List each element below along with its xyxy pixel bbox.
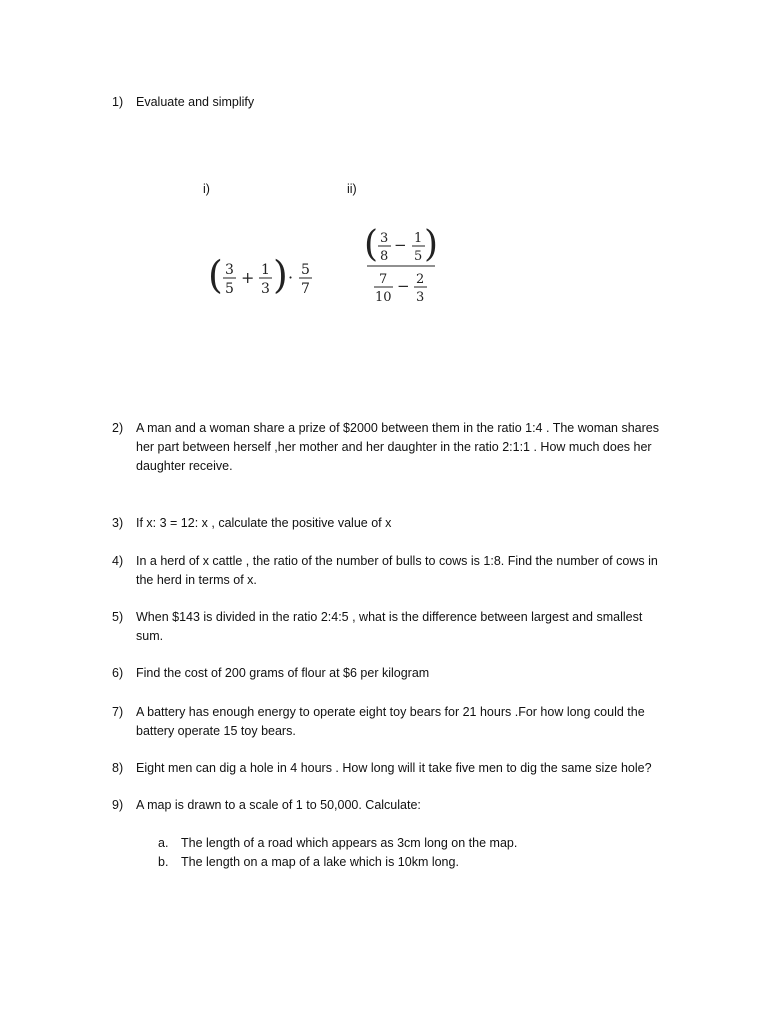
question-line: sum. — [136, 629, 164, 643]
expression-i — [205, 250, 325, 306]
plus-operator: + — [241, 268, 255, 287]
question-3-number: 3) — [112, 516, 124, 530]
question-line: Evaluate and simplify — [136, 95, 255, 109]
dot-operator: · — [288, 268, 294, 287]
question-line: A man and a woman share a prize of $2000 between them in the ratio 1:4 . The woman shares — [136, 421, 659, 435]
question-4-text — [136, 552, 658, 590]
question-7-number: 7) — [112, 705, 124, 719]
top-fraction-b-denominator: 5 — [414, 249, 423, 264]
fraction-c-numerator: 5 — [301, 262, 310, 278]
top-minus-operator: − — [394, 236, 407, 254]
question-6-text — [136, 664, 429, 683]
question-2-text — [136, 419, 659, 476]
question-8-number: 8) — [112, 761, 124, 775]
fraction-b-numerator: 1 — [261, 262, 270, 278]
question-7-text — [136, 703, 645, 741]
part-i-label: i) — [203, 182, 210, 196]
question-2-number: 2) — [112, 421, 124, 435]
top-fraction-b-numerator: 1 — [414, 231, 423, 246]
fraction-b-denominator: 3 — [261, 281, 270, 297]
top-fraction-a-denominator: 8 — [380, 249, 389, 264]
question-line: battery operate 15 toy bears. — [136, 724, 296, 738]
question-9-number: 9) — [112, 798, 124, 812]
subpart-a-text: The length of a road which appears as 3cm long on the map. — [181, 836, 518, 850]
question-line: A battery has enough energy to operate eight toy bears for 21 hours .For how long could the — [136, 705, 645, 719]
part-ii-label: ii) — [347, 182, 357, 196]
question-line: Eight men can dig a hole in 4 hours . How long will it take five men to dig the same size hole? — [136, 761, 652, 775]
question-1-number: 1) — [112, 95, 124, 109]
question-8-text — [136, 759, 652, 778]
left-paren: ( — [364, 224, 379, 265]
question-line: the herd in terms of x. — [136, 573, 257, 587]
question-5-number: 5) — [112, 610, 124, 624]
question-line: daughter receive. — [136, 459, 233, 473]
right-paren: ) — [424, 224, 439, 265]
question-3-text — [136, 514, 391, 533]
question-line: A map is drawn to a scale of 1 to 50,000. Calculate: — [136, 798, 421, 812]
left-paren: ( — [208, 253, 223, 297]
question-line: her part between herself ,her mother and her daughter in the ratio 2:1:1 . How much does her — [136, 440, 652, 454]
bottom-fraction-a-numerator: 7 — [379, 272, 388, 287]
subpart-b-text: The length on a map of a lake which is 10km long. — [181, 855, 459, 869]
question-line: If x: 3 = 12: x , calculate the positive value of x — [136, 516, 392, 530]
right-paren: ) — [273, 253, 288, 297]
bottom-minus-operator: − — [397, 277, 410, 295]
question-9-text — [136, 796, 421, 815]
question-line: In a herd of x cattle , the ratio of the number of bulls to cows is 1:8. Find the number of cows in — [136, 554, 658, 568]
question-4-number: 4) — [112, 554, 124, 568]
bottom-fraction-b-numerator: 2 — [416, 272, 425, 287]
question-5-text — [136, 608, 642, 646]
question-line: When $143 is divided in the ratio 2:4:5 , what is the difference between largest and smallest — [136, 610, 643, 624]
top-fraction-a-numerator: 3 — [380, 231, 389, 246]
fraction-c-denominator: 7 — [301, 281, 310, 297]
fraction-a-numerator: 3 — [225, 262, 234, 278]
question-6-number: 6) — [112, 666, 124, 680]
expression-ii — [360, 222, 450, 306]
subpart-b-letter: b. — [158, 855, 169, 869]
question-line: Find the cost of 200 grams of flour at $6 per kilogram — [136, 666, 430, 680]
question-1-text — [136, 93, 254, 112]
subpart-a-letter: a. — [158, 836, 169, 850]
fraction-a-denominator: 5 — [225, 281, 234, 297]
bottom-fraction-a-denominator: 10 — [375, 290, 392, 305]
bottom-fraction-b-denominator: 3 — [416, 290, 425, 305]
